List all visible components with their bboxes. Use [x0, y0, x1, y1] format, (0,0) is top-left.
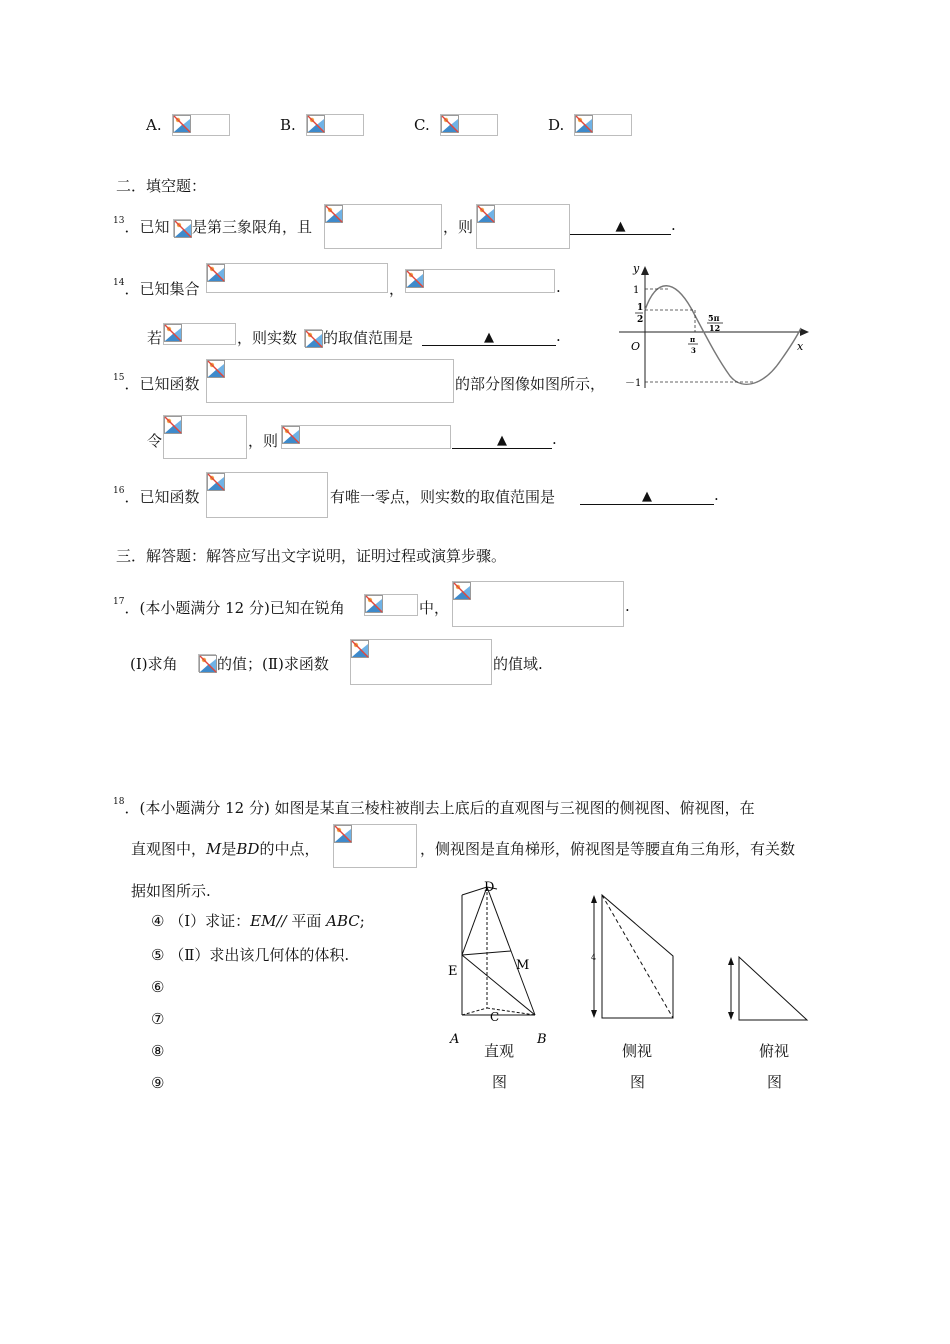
- q13-text-3: ，则: [443, 218, 474, 236]
- broken-image-icon: [477, 205, 495, 223]
- label-c: C: [490, 1010, 500, 1024]
- q14-text-3: ，则实数: [237, 329, 298, 347]
- q14-text-4: 的取值范围是: [323, 329, 414, 347]
- q17-text-5: 的值域.: [493, 655, 543, 673]
- q13-condition-image: [324, 204, 442, 249]
- q16-text-2: 有唯一零点，则实数的取值范围是: [330, 488, 556, 506]
- caption-top-1: 俯视: [759, 1042, 790, 1060]
- broken-image-icon: [441, 115, 459, 133]
- broken-image-icon: [207, 264, 225, 282]
- q16-function-image: [206, 472, 328, 518]
- three-views-figure: [440, 875, 820, 1050]
- broken-image-icon: [305, 330, 323, 348]
- section3-title: 三．解答题：解答应写出文字说明，证明过程或演算步骤。: [116, 547, 507, 565]
- choice-b-image: [306, 114, 364, 136]
- choice-a-label: A.: [146, 116, 162, 134]
- broken-image-icon: [174, 220, 192, 238]
- label-m: M: [516, 958, 530, 973]
- choice-d-label: D.: [548, 116, 565, 134]
- q14-text-2: 若: [147, 329, 163, 347]
- side-view: [591, 895, 673, 1018]
- broken-image-icon: [351, 640, 369, 658]
- graph-origin: O: [631, 340, 641, 353]
- q18-item-1: ④ （Ⅰ）求证：EM// 平面 ABC;: [151, 912, 365, 930]
- graph-5pi12-den: 12: [709, 323, 721, 333]
- q17-line: $^{17}$．(本小题满分 12 分)已知在锐角: [113, 597, 345, 617]
- q16-line: $^{16}$．已知函数: [113, 486, 200, 506]
- broken-image-icon: [307, 115, 325, 133]
- section2-title: 二．填空题：: [116, 177, 207, 195]
- q15-answer-blank: ▲ .: [452, 430, 557, 449]
- graph-pi3-den: 3: [691, 346, 696, 355]
- choice-a-image: [172, 114, 230, 136]
- broken-image-icon: [575, 115, 593, 133]
- q14-set-a-image: [206, 263, 388, 293]
- q15-text-3: 令: [147, 432, 163, 450]
- q17-text-2: 中，: [419, 599, 450, 617]
- label-e: E: [448, 964, 458, 979]
- q18-line-1: $^{18}$．(本小题满分 12 分) 如图是某直三棱柱被削去上底后的直观图与三视图的侧视图、俯视图，在: [113, 797, 755, 817]
- broken-image-icon: [164, 324, 182, 342]
- broken-image-icon: [334, 825, 352, 843]
- q18-marker-8: ⑧: [151, 1042, 165, 1060]
- graph-pi3-num: π: [690, 335, 696, 344]
- sine-graph: [615, 258, 815, 393]
- graph-tick-1: 1: [633, 285, 640, 296]
- choice-b-label: B.: [280, 116, 296, 134]
- broken-image-icon: [365, 595, 383, 613]
- q15-function-image: [206, 359, 454, 403]
- q18-marker-7: ⑦: [151, 1010, 165, 1028]
- q17-angle-image: [198, 654, 216, 672]
- broken-image-icon: [282, 426, 300, 444]
- choice-c-image: [440, 114, 498, 136]
- q18-condition-image: [333, 824, 417, 868]
- q14-line: $^{14}$．已知集合: [113, 278, 200, 298]
- graph-y-label: y: [633, 262, 640, 275]
- caption-top-2: 图: [767, 1073, 783, 1091]
- caption-perspective-2: 图: [492, 1073, 508, 1091]
- q17-condition-image: [452, 581, 624, 627]
- graph-5pi12-num: 5π: [708, 313, 720, 323]
- side-height-label: 4: [591, 953, 597, 962]
- choice-d-image: [574, 114, 632, 136]
- label-a: A: [450, 1032, 460, 1047]
- perspective-view: [448, 880, 547, 1047]
- q13-text-2: 是第三象限角，且: [192, 218, 313, 236]
- q17-end: .: [625, 597, 630, 615]
- graph-half-den: 2: [637, 315, 644, 325]
- broken-image-icon: [406, 270, 424, 288]
- q17-text-3: (Ⅰ)求角: [130, 655, 178, 673]
- q15-line: $^{15}$．已知函数: [113, 373, 200, 393]
- caption-perspective-1: 直观: [484, 1042, 515, 1060]
- q14-condition-image: [163, 323, 236, 345]
- q15-text-2: 的部分图像如图所示，: [455, 375, 606, 393]
- q17-text-4: 的值；(Ⅱ)求函数: [217, 655, 329, 673]
- q13-answer-blank: ▲ .: [570, 216, 676, 235]
- q18-line-2: 直观图中，M是BD的中点，: [131, 840, 320, 858]
- q18-item-2: ⑤ （Ⅱ）求出该几何体的体积.: [151, 946, 350, 964]
- graph-x-label: x: [797, 340, 804, 353]
- choice-c-label: C.: [414, 116, 430, 134]
- broken-image-icon: [207, 473, 225, 491]
- q18-marker-6: ⑥: [151, 978, 165, 996]
- caption-side-1: 侧视: [622, 1042, 653, 1060]
- broken-image-icon: [173, 115, 191, 133]
- q15-define-image: [163, 415, 247, 459]
- label-b: B: [537, 1032, 547, 1047]
- q14-answer-blank: ▲ .: [422, 327, 561, 346]
- broken-image-icon: [207, 360, 225, 378]
- q15-sum-image: [281, 425, 451, 449]
- q14-a-image: [304, 329, 322, 347]
- q16-answer-blank: ▲ .: [580, 486, 719, 505]
- q17-function-image: [350, 639, 492, 685]
- q13-line: $^{13}$．已知: [113, 216, 170, 236]
- q14-end: .: [556, 278, 561, 296]
- graph-tick-neg1: －1: [625, 378, 642, 389]
- q15-text-4: ，则: [248, 432, 279, 450]
- q18-line-3: 据如图所示.: [131, 882, 211, 900]
- broken-image-icon: [325, 205, 343, 223]
- broken-image-icon: [164, 416, 182, 434]
- caption-side-2: 图: [630, 1073, 646, 1091]
- q14-separator: ，: [389, 280, 405, 298]
- q17-triangle-image: [364, 594, 418, 616]
- q14-set-b-image: [405, 269, 555, 293]
- q13-expression-image: [476, 204, 570, 249]
- broken-image-icon: [453, 582, 471, 600]
- broken-image-icon: [199, 655, 217, 673]
- q13-alpha-image: [173, 219, 191, 237]
- label-d: D: [484, 880, 495, 895]
- q18-marker-9: ⑨: [151, 1074, 165, 1092]
- q18-line-2-tail: ，侧视图是直角梯形，俯视图是等腰直角三角形，有关数: [420, 840, 796, 858]
- graph-half-num: 1: [637, 303, 644, 313]
- top-view: [728, 957, 807, 1020]
